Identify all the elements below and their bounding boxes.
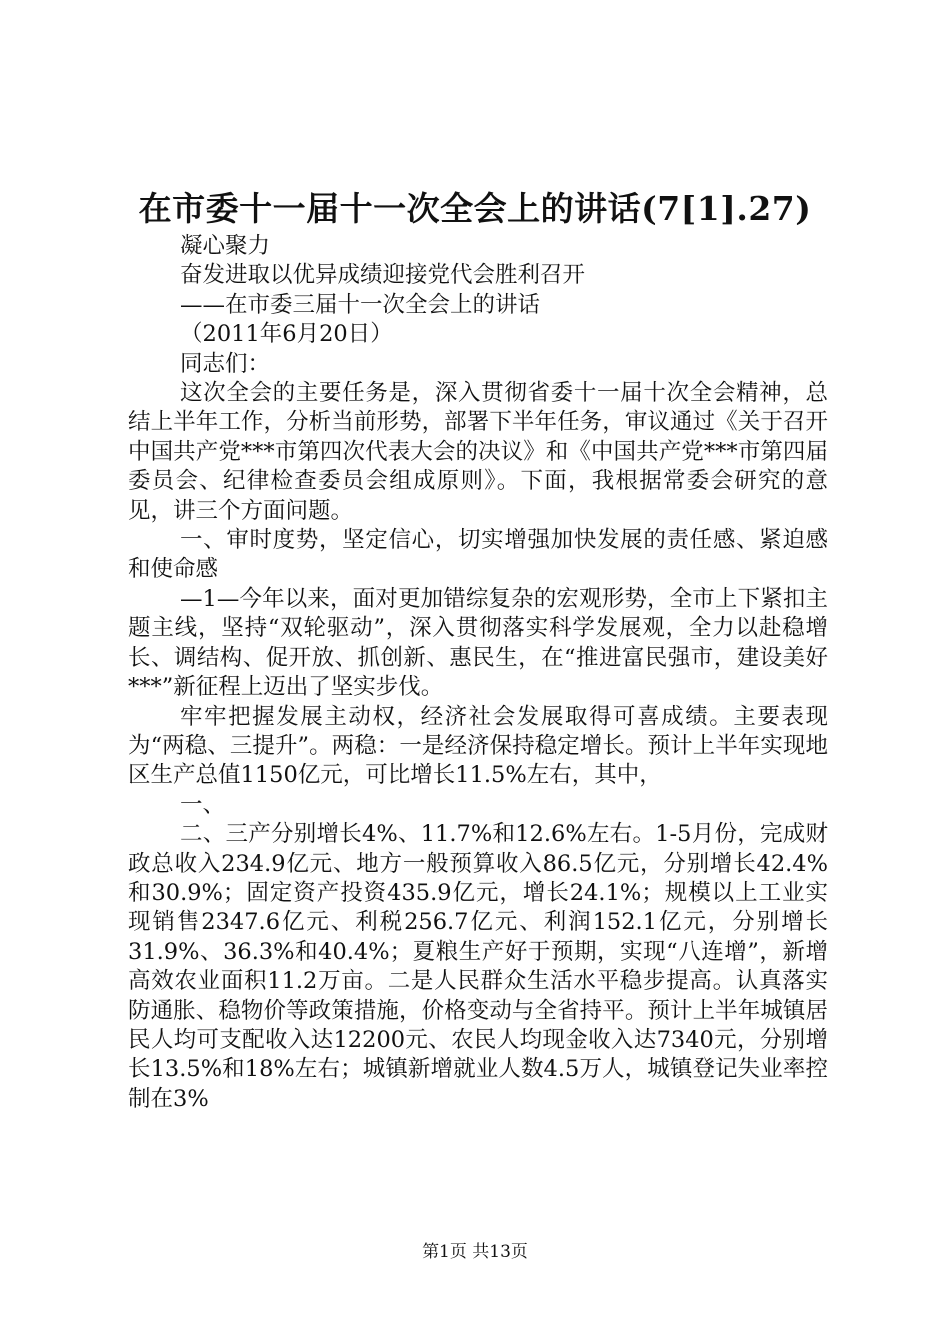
paragraph-fragment: 一、 bbox=[180, 791, 226, 818]
paragraph-achievements: 牢牢把握发展主动权，经济社会发展取得可喜成绩。主要表现为“两稳、三提升”。两稳：一是经济保持稳定增长。预计上半年实现地区生产总值1150亿元，可比增长11.5%左右，其中， bbox=[128, 703, 828, 789]
paragraph-salutation: 同志们： bbox=[180, 350, 271, 377]
paragraph-subtitle: ——在市委三届十一次全会上的讲话 bbox=[180, 291, 541, 318]
document-title: 在市委十一届十一次全会上的讲话(7[1].27) bbox=[138, 189, 812, 228]
page-footer: 第1页 共13页 bbox=[422, 1242, 528, 1262]
paragraph-heading-2: 奋发进取以优异成绩迎接党代会胜利召开 bbox=[180, 262, 586, 289]
paragraph-intro: 这次全会的主要任务是，深入贯彻省委十一届十次全会精神，总结上半年工作，分析当前形势，部署下半年任务，审议通过《关于召开中国共产党***市第四次代表大会的决议》和《中国共产党***市第四届委员会、纪律检查委员会组成原则》。下面，我根据常委会研究的意见，讲三个方面问题。 bbox=[128, 380, 828, 524]
paragraph-overview: —1—今年以来，面对更加错综复杂的宏观形势，全市上下紧扣主题主线，坚持“双轮驱动”，深入贯彻落实科学发展观，全力以赴稳增长、调结构、促开放、抓创新、惠民生，在“推进富民强市，建设美好***”新征程上迈出了坚实步伐。 bbox=[128, 585, 828, 701]
paragraph-section-1: 一、审时度势，坚定信心，切实增强加快发展的责任感、紧迫感和使命感 bbox=[128, 527, 828, 583]
document-body bbox=[128, 232, 828, 1114]
paragraph-date: （2011年6月20日） bbox=[180, 321, 393, 348]
paragraph-heading-1: 凝心聚力 bbox=[180, 233, 271, 259]
paragraph-statistics: 二、三产分别增长4%、11.7%和12.6%左右。1-5月份，完成财政总收入234.9亿元、地方一般预算收入86.5亿元，分别增长42.4%和30.9%；固定资产投资435.9亿元，增长24.1%；规模以上工业实现销售2347.6亿元、利税256.7亿元、利润152.1亿元，分别增长31.9%、36.3%和40.4%；夏粮生产好于预期，实现“八连增”，新增高效农业面积11.2万亩。二是人民群众生活水平稳步提高。认真落实防通胀、稳物价等政策措施，价格变动与全省持平。预计上半年城镇居民人均可支配收入达12200元、农民人均现金收入达7340元，分别增长13.5%和18%左右；城镇新增就业人数4.5万人，城镇登记失业率控制在3% bbox=[128, 821, 828, 1112]
